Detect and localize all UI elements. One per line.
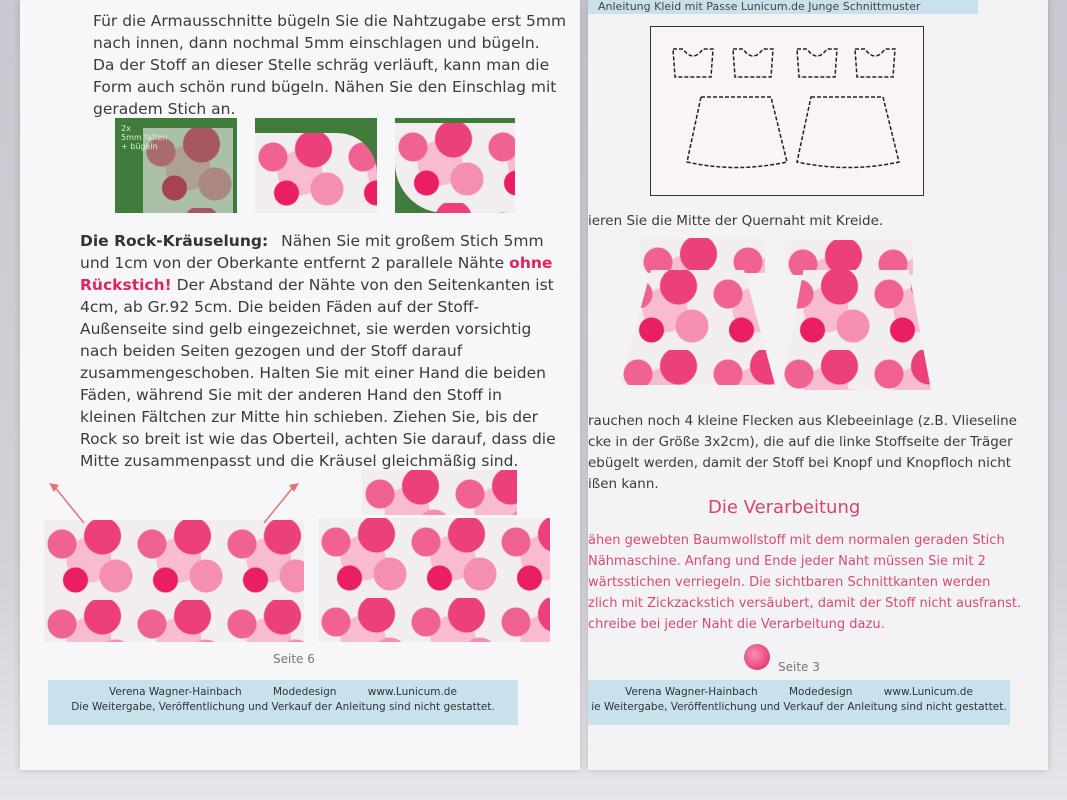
body-line: zusammengeschoben. Halten Sie mit einer Hand die beiden [80,364,546,382]
body-line: 4cm, ab Gr.92 5cm. Die beiden Fäden auf der Stoff- [80,298,480,316]
pink-line: zlich mit Zickzackstich versäubert, damit der Stoff nicht ausfranst. [588,596,1022,611]
yoke-pieces-photo-1 [640,238,765,273]
caption-mark-center: ieren Sie die Mitte der Quernaht mit Kreide. [588,213,884,229]
highlight-rueckstich: Rückstich! [80,276,172,294]
gathering-photo-1 [44,520,304,642]
bodice-photo [362,470,517,515]
intro-line: Für die Armausschnitte bügeln Sie die Nahtzugabe erst 5mm [93,12,567,30]
page-number: Seite 3 [778,660,820,674]
armhole-photo-3 [395,118,515,213]
section-text: Nähen Sie mit großem Stich 5mm [281,232,544,250]
footer-design: Modedesign [272,686,337,698]
pink-line: wärtsstichen verriegeln. Die sichtbaren Schnittkanten werden [588,575,991,590]
body-line: nach beiden Seiten gezogen und der Stoff darauf [80,342,463,360]
pink-line: ähen gewebten Baumwollstoff mit dem normalen geraden Stich [588,533,1005,548]
pattern-sketch [650,26,924,196]
body-line: Fäden, während Sie mit der anderen Hand den Stoff in [80,386,502,404]
intro-line: Da der Stoff an dieser Stelle schräg verläuft, kann man die [93,56,550,74]
body-line: Außenseite sind gelb eingezeichnet, sie werden vorsichtig [80,320,532,338]
footer-author: Verena Wagner-Hainbach [109,686,242,698]
armhole-photo-1 [115,118,237,213]
section-text: und 1cm von der Oberkante entfernt 2 parallele Nähte [80,254,505,272]
gathering-photo-2 [318,518,550,642]
intro-line: geradem Stich an. [93,100,236,118]
section-line-1 [80,230,544,252]
para-line: ebügelt werden, damit der Stoff bei Knopf und Knopfloch nicht [588,455,1012,471]
left-page [20,0,580,770]
section-title: Die Verarbeitung [708,497,861,518]
footer-url: www.Lunicum.de [367,686,457,698]
pattern-pieces-icon [651,27,923,195]
footer-author: Verena Wagner-Hainbach [625,686,758,698]
right-page [588,0,1048,770]
pull-arrows-icon [44,478,304,538]
footer-notice: ie Weitergabe, Veröffentlichung und Verkauf der Anleitung sind nicht gestattet. [591,701,1007,713]
skirt-piece-photo-2 [781,270,931,390]
pink-line: chreibe bei jeder Naht die Verarbeitung dazu. [588,617,885,632]
section-heading: Die Rock-Kräuselung: [80,232,269,250]
section-line-2 [80,252,552,274]
flower-icon [744,644,770,670]
page-number: Seite 6 [273,652,315,666]
fold-caption: 2x 5mm falten + bügeln [121,124,168,151]
para-line: ißen kann. [588,476,659,492]
yoke-pieces-photo-2 [785,240,913,275]
footer-notice: Die Weitergabe, Veröffentlichung und Verkauf der Anleitung sind nicht gestattet. [71,701,495,713]
pink-line: Nähmaschine. Anfang und Ende jeder Naht müssen Sie mit 2 [588,554,986,569]
section-text: Der Abstand der Nähte von den Seitenkanten ist [176,276,554,294]
para-line: rauchen noch 4 kleine Flecken aus Klebeeinlage (z.B. Vlieseline [588,413,1017,429]
body-line: Rock so breit ist wie das Oberteil, achten Sie darauf, dass die [80,430,556,448]
section-line-3 [80,274,554,296]
intro-line: Form auch schön rund bügeln. Nähen Sie den Einschlag mit [93,78,557,96]
skirt-piece-photo-1 [620,270,775,385]
body-line: Mitte zusammenpasst und die Kräusel gleichmäßig sind. [80,452,519,470]
armhole-photo-2 [255,118,377,213]
body-line: kleinen Fältchen zur Mitte hin schieben. Ziehen Sie, bis der [80,408,538,426]
intro-line: nach innen, dann nochmal 5mm einschlagen und bügeln. [93,34,540,52]
header-strip: Anleitung Kleid mit Passe Lunicum.de Junge Schnittmuster [588,0,978,14]
footer-design: Modedesign [788,686,853,698]
highlight-ohne: ohne [509,254,553,272]
footer-url: www.Lunicum.de [883,686,973,698]
footer [48,680,518,725]
footer [588,680,1010,725]
para-line: cke in der Größe 3x2cm), die auf die linke Stoffseite der Träger [588,434,1013,450]
